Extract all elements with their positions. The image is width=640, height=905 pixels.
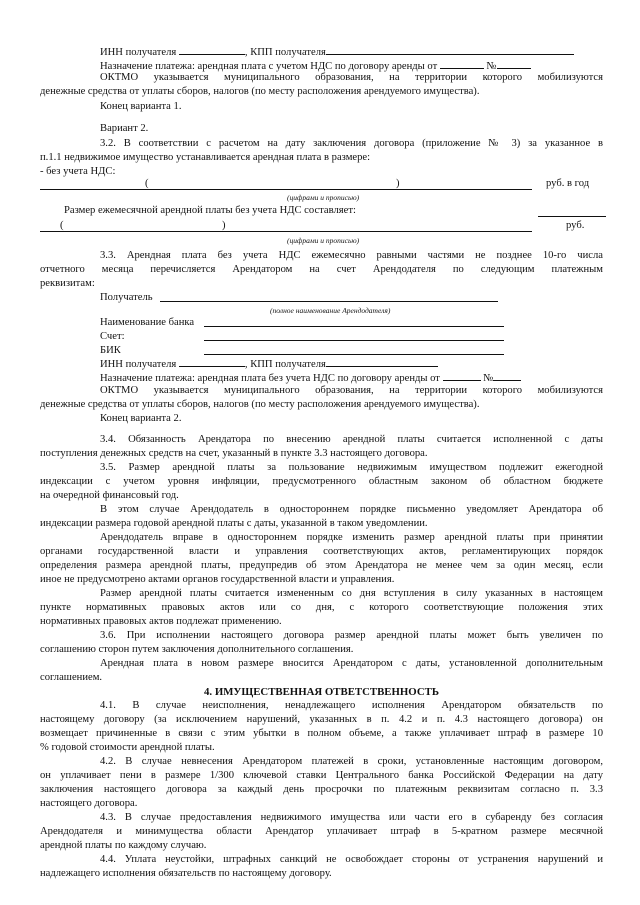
- monthly-short-underline: [538, 216, 606, 217]
- recipient-underline: [160, 301, 498, 302]
- paren-open-1: (: [145, 178, 149, 189]
- p44-line-2: надлежащего исполнения обязательств по настоящему договору.: [40, 868, 332, 879]
- p41-line-4: % годовой стоимости арендной платы.: [40, 742, 215, 753]
- p35-line-1: 3.5. Размер арендной платы за пользование недвижимым имуществом подлежит ежегодной: [100, 462, 603, 473]
- number-blank-2: [493, 370, 521, 381]
- p33-line-3: реквизитам:: [40, 278, 95, 289]
- v1-purpose-line: [100, 58, 531, 73]
- v2-oktmo-line-2: денежные средства от уплаты сборов, налогов (по месту расположения арендуемого имущества).: [40, 399, 480, 410]
- number-label-2: №: [483, 373, 494, 384]
- account-underline: [204, 340, 504, 341]
- monthly-rent-label: Размер ежемесячной арендной платы без учета НДС составляет:: [64, 205, 356, 216]
- recipient-label: Получатель: [100, 292, 153, 303]
- p43-line-3: арендной платы по каждому случаю.: [40, 840, 207, 851]
- p43-line-1: 4.3. В случае предоставления недвижимого имущества или части его в субаренду без согласия: [100, 812, 603, 823]
- inn-label: ИНН получателя: [100, 47, 177, 58]
- recipient-hint: (полное наименование Арендодателя): [270, 306, 391, 315]
- bik-label: БИК: [100, 345, 121, 356]
- p35c-line-2: органами государственной власти и управления соответствующих актов, регламентирующих порядок: [40, 546, 603, 557]
- p36-line-1: 3.6. При исполнении настоящего договора размер арендной платы может быть увеличен по: [100, 630, 603, 641]
- date-blank-2: [443, 370, 481, 381]
- p34-line-2: поступления денежных средств на счет, указанный в пункте 3.3 настоящего договора.: [40, 448, 428, 459]
- p42-line-1: 4.2. В случае невнесения Арендатором платежей в сроки, установленные настоящим договором,: [100, 756, 603, 767]
- bank-underline: [204, 326, 504, 327]
- p32-line-1: 3.2. В соответствии с расчетом на дату заключения договора (приложение № 3) за указанное в: [100, 138, 603, 149]
- p35b-line-1: В этом случае Арендодатель в одностороннем порядке письменно уведомляет Арендатора об: [100, 504, 603, 515]
- paren-open-2: (: [60, 220, 64, 231]
- p36b-line-1: Арендная плата в новом размере вносится Арендатором с даты, установленной дополнительным: [100, 658, 603, 669]
- kpp-label: , КПП получателя: [244, 47, 326, 58]
- date-blank: [440, 58, 484, 69]
- kpp-label-2: , КПП получателя: [244, 359, 326, 370]
- amount-month-underline: [40, 231, 532, 232]
- v1-end: Конец варианта 1.: [100, 101, 182, 112]
- p35c-line-1: Арендодатель вправе в одностороннем порядке изменить размер арендной платы при принятии: [100, 532, 603, 543]
- v2-inn-line: [100, 356, 438, 371]
- bank-label: Наименование банка: [100, 317, 195, 328]
- p35d-line-2: пункте нормативных правовых актов или со дня, с которого соответствующие положения этих: [40, 602, 603, 613]
- v2-oktmo-line-1: ОКТМО указывается муниципального образования, на территории которого мобилизуются: [100, 385, 603, 396]
- p41-line-2: настоящему договору (за исключением нарушений, указанных в п. 4.2 и п. 4.3 настоящего договора) он: [40, 714, 603, 725]
- p34-line-1: 3.4. Обязанность Арендатора по внесению арендной платы считается исполненной с даты: [100, 434, 603, 445]
- p36b-line-2: соглашением.: [40, 672, 103, 683]
- v2-purpose-line: [100, 370, 521, 385]
- p43-line-2: Арендодателя и минимущества области Арендатор уплачивает штраф в 5-кратном размере месячной: [40, 826, 603, 837]
- amount-year-underline: [40, 189, 532, 190]
- p41-line-1: 4.1. В случае неисполнения, ненадлежащего исполнения Арендатором обязательств по: [100, 700, 603, 711]
- v2-heading: Вариант 2.: [100, 123, 149, 134]
- p42-line-4: настоящего договора.: [40, 798, 138, 809]
- kpp-blank: [326, 44, 574, 55]
- rub-per-year: руб. в год: [546, 178, 590, 189]
- p35c-line-4: иное не предусмотрено актами органов государственной власти и управления.: [40, 574, 395, 585]
- inn-blank-2: [179, 356, 245, 367]
- p35-line-2: индексации с учетом уровня инфляции, предусмотренного областным законом об областном бюджете: [40, 476, 603, 487]
- purpose-label: Назначение платежа: арендная плата с учетом НДС по договору аренды от: [100, 61, 438, 72]
- p35c-line-3: определения размера арендной платы, предупредив об этом Арендатора не менее чем за один месяц, если: [40, 560, 603, 571]
- section-4-title: 4. ИМУЩЕСТВЕННАЯ ОТВЕТСТВЕННОСТЬ: [204, 686, 439, 698]
- v1-inn-line: [100, 44, 574, 59]
- p35-line-3: на очередной финансовый год.: [40, 490, 179, 501]
- p42-line-3: заключения настоящего договора за каждый день просрочки по платежным реквизитам согласно п. 3.3: [40, 784, 603, 795]
- account-label: Счет:: [100, 331, 125, 342]
- p35b-line-2: индексации размера годовой арендной платы с даты, указанной в таком уведомлении.: [40, 518, 428, 529]
- p35d-line-3: нормативных правовых актов подлежат применению.: [40, 616, 282, 627]
- p44-line-1: 4.4. Уплата неустойки, штрафных санкций не освобождает стороны от устранения нарушений и: [100, 854, 603, 865]
- bik-underline: [204, 354, 504, 355]
- p32-line-3: - без учета НДС:: [40, 166, 116, 177]
- purpose-label-2: Назначение платежа: арендная плата без учета НДС по договору аренды от: [100, 373, 440, 384]
- kpp-blank-2: [326, 356, 438, 367]
- paren-close-1: ): [396, 178, 400, 189]
- inn-blank: [179, 44, 245, 55]
- p35d-line-1: Размер арендной платы считается измененным со дня вступления в силу указанных в настоящем: [100, 588, 603, 599]
- p33-line-2: отчетного месяца перечисляется Арендатором на счет Арендодателя по следующим платежным: [40, 264, 603, 275]
- p42-line-2: он уплачивает пени в размере 1/300 ключевой ставки Центрального банка Российской Федерации на дату: [40, 770, 603, 781]
- number-label: №: [486, 61, 497, 72]
- hint-figures-2: (цифрами и прописью): [287, 236, 360, 245]
- number-blank: [497, 58, 531, 69]
- p36-line-2: соглашению сторон путем заключения дополнительного соглашения.: [40, 644, 354, 655]
- p33-line-1: 3.3. Арендная плата без учета НДС ежемесячно равными частями не позднее 10-го числа: [100, 250, 603, 261]
- v1-oktmo-line-2: денежные средства от уплаты сборов, налогов (по месту расположения арендуемого имущества).: [40, 86, 480, 97]
- rub-monthly: руб.: [566, 220, 585, 231]
- v2-end: Конец варианта 2.: [100, 413, 182, 424]
- p32-line-2: п.1.1 недвижимое имущество устанавливается арендная плата в размере:: [40, 152, 371, 163]
- inn-label-2: ИНН получателя: [100, 359, 177, 370]
- v1-oktmo-line-1: ОКТМО указывается муниципального образования, на территории которого мобилизуются: [100, 72, 603, 83]
- p41-line-3: возмещает причиненные в связи с этим убытки в полном объеме, а также уплачивает штраф в размере 10: [40, 728, 603, 739]
- paren-close-2: ): [222, 220, 226, 231]
- hint-figures-1: (цифрами и прописью): [287, 193, 360, 202]
